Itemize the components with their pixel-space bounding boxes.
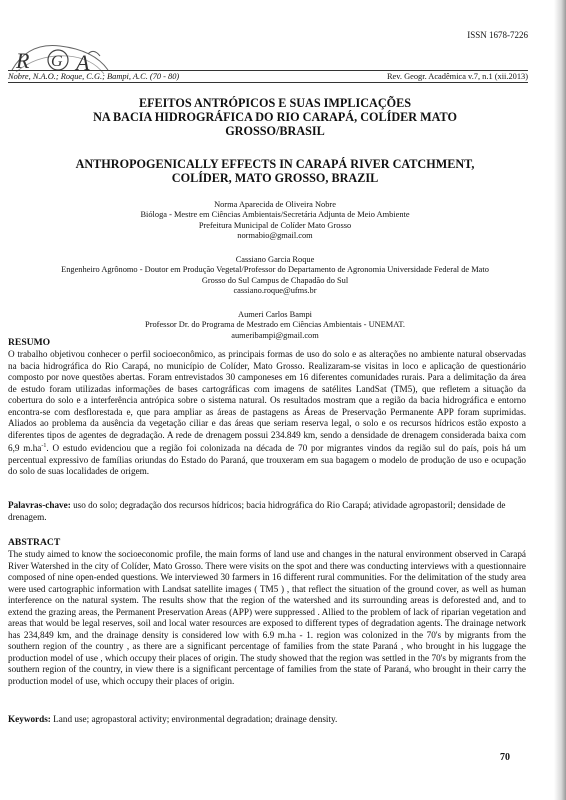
keywords-label: Keywords:: [8, 714, 51, 724]
author-name: Cassiano Garcia Roque: [235, 255, 315, 264]
resumo-text-part1: O trabalho objetivou conhecer o perfil socioeconômico, as principais formas de uso do solo e as alterações no ambiente natural observadas na bacia hidrográfica do Rio Carapá, no município de Colíder, Mato Grosso. Realizaram-se visitas in loco e aplicação de questionário composto por nove questões abertas. Foram entrevistados 30 camponeses em 16 diferentes comunidades rurais. Para a delimitação da área de estudo foram utilizadas informações de bases cartográficas com imagens de satélites LandSat (TM5), que refletem a situação da cobertura do solo e a interferência antrópica sobre o sistema natural. Os resultados mostram que a região da bacia hidrográfica e entorno encontra-se com desflorestada e, que para ampliar as áreas de pastagens as Áreas de Preservação Permanente APP foram suprimidas. Aliados ao problema da ausência da vegetação ciliar e das áreas que seriam reserva legal, o solo e os recursos hídricos estão exposto a diferentes tipos de agentes de degradação. A rede de drenagem possui 234.849 km, sendo a densidade de drenagem considerada baixa com 6,9 m.ha: [8, 349, 526, 454]
author-affiliation: Professor Dr. do Programa de Mestrado em Ciências Ambientais - UNEMAT.: [145, 320, 405, 330]
author-name: Aumeri Carlos Bampi: [238, 310, 312, 319]
resumo-text: [8, 349, 526, 478]
author-affiliation: Bióloga - Mestre em Ciências Ambientais/Secretária Adjunta de Meio Ambiente: [140, 210, 410, 220]
author-affiliation: Engenheiro Agrônomo - Doutor em Produção Vegetal/Professor do Departamento de Agronomia Universidade Federal de Mato: [61, 265, 489, 275]
title-pt-line: EFEITOS ANTRÓPICOS E SUAS IMPLICAÇÕES: [138, 96, 412, 110]
logo-letter-a: A: [76, 50, 90, 75]
palavras-chave-label: Palavras-chave:: [8, 500, 71, 510]
palavras-chave: [8, 500, 526, 523]
author-block-1: [20, 200, 530, 242]
abstract-heading: ABSTRACT: [8, 537, 61, 548]
author-email: normabio@gmail.com: [237, 231, 313, 241]
issn: ISSN 1678-7226: [467, 30, 528, 40]
title-pt-line: GROSSO/BRASIL: [225, 124, 325, 138]
page-number: 70: [500, 752, 510, 763]
running-header-authors: Nobre, N.A.O.; Roque, C.G.; Bampi, A.C. (70 - 80): [8, 72, 180, 81]
resumo-heading: RESUMO: [8, 337, 51, 348]
journal-header: [8, 26, 528, 84]
running-header-journal: Rev. Geogr. Acadêmica v.7, n.1 (xii.2013): [386, 72, 528, 81]
author-name: Norma Aparecida de Oliveira Nobre: [214, 200, 336, 209]
author-affiliation: Prefeitura Municipal de Colíder Mato Grosso: [198, 220, 352, 230]
author-block-3: [20, 310, 530, 341]
abstract-text: The study aimed to know the socioeconomic profile, the main forms of land use and changes in the natural environment observed in Carapá River Watershed in the city of Colíder, Mato Grosso. There were visits on the spot and there was conducting interviews with a questionnaire composed of nine open-ended questions. We interviewed 30 farmers in 16 different rural communities. For the delimitation of the study area were used cartographic information with Landsat satellite images ( TM5 ) , that reflect the situation of the ground cover, as well as human interference on the natural system. The results show that the region of the watershed and its surrounding areas is deforested and, and to extend the grazing areas, the Permanent Preservation Areas (APP) were suppressed . Allied to the problem of lack of riparian vegetation and areas that would be legal reserves, soil and local water resources are exposed to different types of degradation agents. The drainage network has 234,849 km, and the drainage density is considered low with 6.9 m.ha - 1. region was colonized in the 70's by migrants from the southern region of the country , as there are a significant percentage of families from the state Paraná , who brought in his luggage the production model of use , which occupy their places of origin. The study showed that the region was settled in the 70's by migrants from the southern region of the country, in view there is a significant percentage of families from the state of Paraná, who brought in their carry the production model of use, which occupy their places of origin.: [8, 549, 526, 686]
author-affiliation: Grosso do Sul Campus de Chapadão do Sul: [201, 275, 349, 285]
superscript-exponent: -1: [41, 443, 47, 449]
author-block-2: [20, 255, 530, 297]
palavras-chave-list: uso do solo; degradação dos recursos hídricos; bacia hidrográfica do Rio Carapá; atividade agropastoril; densidade de drenagem.: [8, 500, 506, 522]
title-portuguese: [20, 96, 530, 138]
keywords: [8, 714, 526, 726]
title-en-line: ANTHROPOGENICALLY EFFECTS IN CARAPÁ RIVER CATCHMENT,: [75, 157, 475, 171]
logo-letter-r: R: [16, 48, 30, 73]
resumo-text-part2: . O estudo evidenciou que a região foi colonizada na década de 70 por migrantes vindos da região sul do país, pois há um percentual expressivo de famílias oriundas do Estado do Paraná, que trouxeram em sua bagagem o modelo de produção de uso e ocupação do solo de suas localidades de origem.: [8, 443, 526, 477]
title-pt-line: NA BACIA HIDROGRÁFICA DO RIO CARAPÁ, COLÍDER MATO: [93, 110, 457, 124]
logo-letter-g: G: [51, 53, 63, 70]
title-en-line: COLÍDER, MATO GROSSO, BRAZIL: [171, 171, 379, 185]
author-email: aumeribampi@gmail.com: [231, 330, 319, 340]
title-english: [20, 157, 530, 185]
author-email: cassiano.roque@ufms.br: [233, 286, 317, 296]
keywords-list: Land use; agropastoral activity; environmental degradation; drainage density.: [50, 714, 338, 724]
page-edge-shadow: [554, 0, 566, 800]
running-header: [8, 70, 528, 83]
